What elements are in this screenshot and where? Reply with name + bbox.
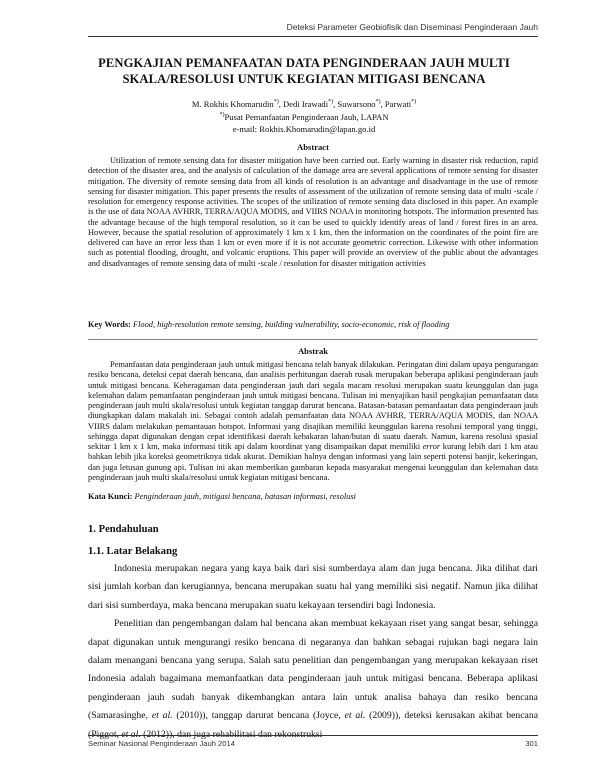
title-line-1: PENGKAJIAN PEMANFAATAN DATA PENGINDERAAN JAUH MULTI	[98, 56, 510, 70]
paper-title	[70, 55, 538, 87]
paragraph: Penelitian dan pengembangan dalam hal bencana akan membuat kekayaan riset yang sangat besar, sehingga dapat digunakan untuk mengurangi resiko bencana di negaranya dan bahkan sebagai rujukan bagi negara lain dalam menangani bencana yang serupa. Salah satu penelitian dan pengembangan yang merupakan kekayaan riset Indonesia adalah bagaimana memanfaatkan data penginderaan jauh untuk mitigasi bencana. Beberapa aplikasi penginderaan jauh sudah banyak dikembangkan antara lain untuk analisa bahaya dan resiko bencana (Samarasinghe, et al. (2010)), tanggap darurat bencana (Joyce, et al. (2009)), deteksi kerusakan akibat bencana (Piggot, et al. (2012)), dan juga rehabilitasi dan rekonstruksi	[88, 618, 538, 740]
introduction-body	[88, 560, 538, 744]
footer-conference: Seminar Nasional Penginderaan Jauh 2014	[88, 739, 235, 748]
section-heading: 1. Pendahuluan	[88, 524, 159, 535]
footer-rule	[88, 735, 538, 736]
abstract-body: Utilization of remote sensing data for disaster mitigation have been carried out. Early warning in disaster risk reduction, rapid detection of the disaster area, and the analysis of calculation of the damage area are several applications of remote sensing for disaster mitigation. The diversity of remote sensing data from all kinds of resolution is an advantage and disadvantage in the use of remote sensing for disaster mitigation. This paper presents the results of assessment of the utilization of remote sensing data of multi -scale / resolution for emergency response activities. The scopes of the utilization of remote sensing data disclosed in this paper. An example is the use of data NOAA AVHRR, TERRA/AQUA MODIS, and VIIRS NOAA in monitoring hotspots. The information presented has the advantage because of the high temporal resolution, so it can be used to quickly identify areas of land / forest fires in an area. However, because the spatial resolution of approximately 1 km x 1 km, then the information on the coordinates of the point fire are delivered can have an error less than 1 km or even more if it is not accurate geometric correction. Likewise with other information such as potential flooding, drought, and volcanic eruptions. This paper will provide an overview of the public about the advantages and disadvantages of remote sensing data of multi -scale / resolution for disaster mitigation activities	[88, 156, 538, 268]
author-name: M. Rokhis Khomarudin	[191, 98, 274, 109]
abstract-heading: Abstract	[297, 142, 329, 152]
subsection-heading: 1.1. Latar Belakang	[88, 546, 178, 557]
paragraph: Indonesia merupakan negara yang kaya baik dari sisi sumberdaya alam dan juga bencana. Jika dilihat dari sisi jumlah korban dan kerugiannya, bencana merupakan suatu hal yang memiliki sisi negatif. Namun jika dilihat dari sisi sumberdaya, maka bencana merupakan suatu kekayaan tersendiri bagi Indonesia.	[88, 563, 538, 611]
author-email[interactable]: e-mail: Rokhis.Khomarudin@lapan.go.id	[232, 123, 376, 134]
author-mark: *)	[328, 99, 334, 105]
author-mark: *)	[375, 99, 381, 105]
abstract-divider	[88, 339, 538, 340]
header-rule	[88, 36, 538, 37]
page-number: 301	[525, 739, 538, 748]
author-name: Parwati	[384, 98, 412, 109]
abstrak-body: Pemanfaatan data penginderaan jauh untuk mitigasi bencana telah banyak dilakukan. Peringatan dini dalam upaya pengurangan resiko bencana, deteksi cepat daerah bencana, dan analisis perhitungan daerah rusak merupakan beberapa aplikasi penginderaan jauh untuk mitigasi bencana. Keberagaman data penginderaan jauh dari segala macam resolusi merupakan suatu keunggulan dan juga kelemahan dalam pemanfaatan penginderaan jauh untuk mitigasi bencana. Tulisan ini menyajikan hasil pengkajian pemanfaatan data penginderaan jauh multi skala/resolusi untuk kegiatan tanggap darurat bencana. Batasan-batasan pemanfaatan data penginderaan jauh diungkapkan dalam makalah ini. Sebagai contoh adalah pemanfaatan data NOAA AVHRR, TERRA/AQUA MODIS, dan NOAA VIIRS dalam melakukan pemantauan hotspot. Informasi yang disajikan memiliki keunggulan karena resolusi temporal yang tinggi, sehingga dapat digunakan dengan cepat identifikasi daerah kebakaran lahan/hutan di suatu daerah. Namun, karena resolusi spasial sekitar 1 km x 1 km, maka informasi titik api dalam koordinat yang disampaikan dapat memiliki error kurang lebih dari 1 km atau bahkan lebih jika koreksi geometriknya tidak akurat. Demikian halnya dengan informasi yang lain seperti potensi banjir, kekeringan, dan juga letusan gunung api. Tulisan ini akan memberikan gambaran kepada masyarakat mengenai keunggulan dan kelemahan data penginderaan jauh multi skala/resolusi untuk kegiatan mitigasi bencana.	[88, 360, 538, 482]
author-list: M. Rokhis Khomarudin*), Dedi Irawadi*), Suwarsono*), Parwati*)	[191, 98, 417, 109]
author-mark: *)	[411, 99, 417, 105]
affiliation: *)Pusat Pemanfaatan Penginderaan Jauh, LAPAN	[219, 112, 389, 123]
author-block	[70, 97, 538, 135]
author-name: Suwarsono	[337, 98, 376, 109]
abstrak-heading: Abstrak	[297, 346, 329, 356]
abstract-keywords: Key Words: Flood, high-resolution remote sensing, building vulnerability, socio-economic, risk of flooding	[88, 320, 450, 329]
running-header: Deteksi Parameter Geobiofisik dan Diseminasi Penginderaan Jauh	[286, 22, 538, 32]
abstrak-keywords: Kata Kunci: Penginderaan jauh, mitigasi bencana, batasan informasi, resolusi	[88, 492, 356, 501]
author-name: Dedi Irawadi	[283, 98, 329, 109]
author-mark: *)	[273, 99, 279, 105]
affiliation-mark: *)	[219, 112, 225, 119]
title-line-2: SKALA/RESOLUSI UNTUK KEGIATAN MITIGASI BENCANA	[122, 72, 486, 86]
